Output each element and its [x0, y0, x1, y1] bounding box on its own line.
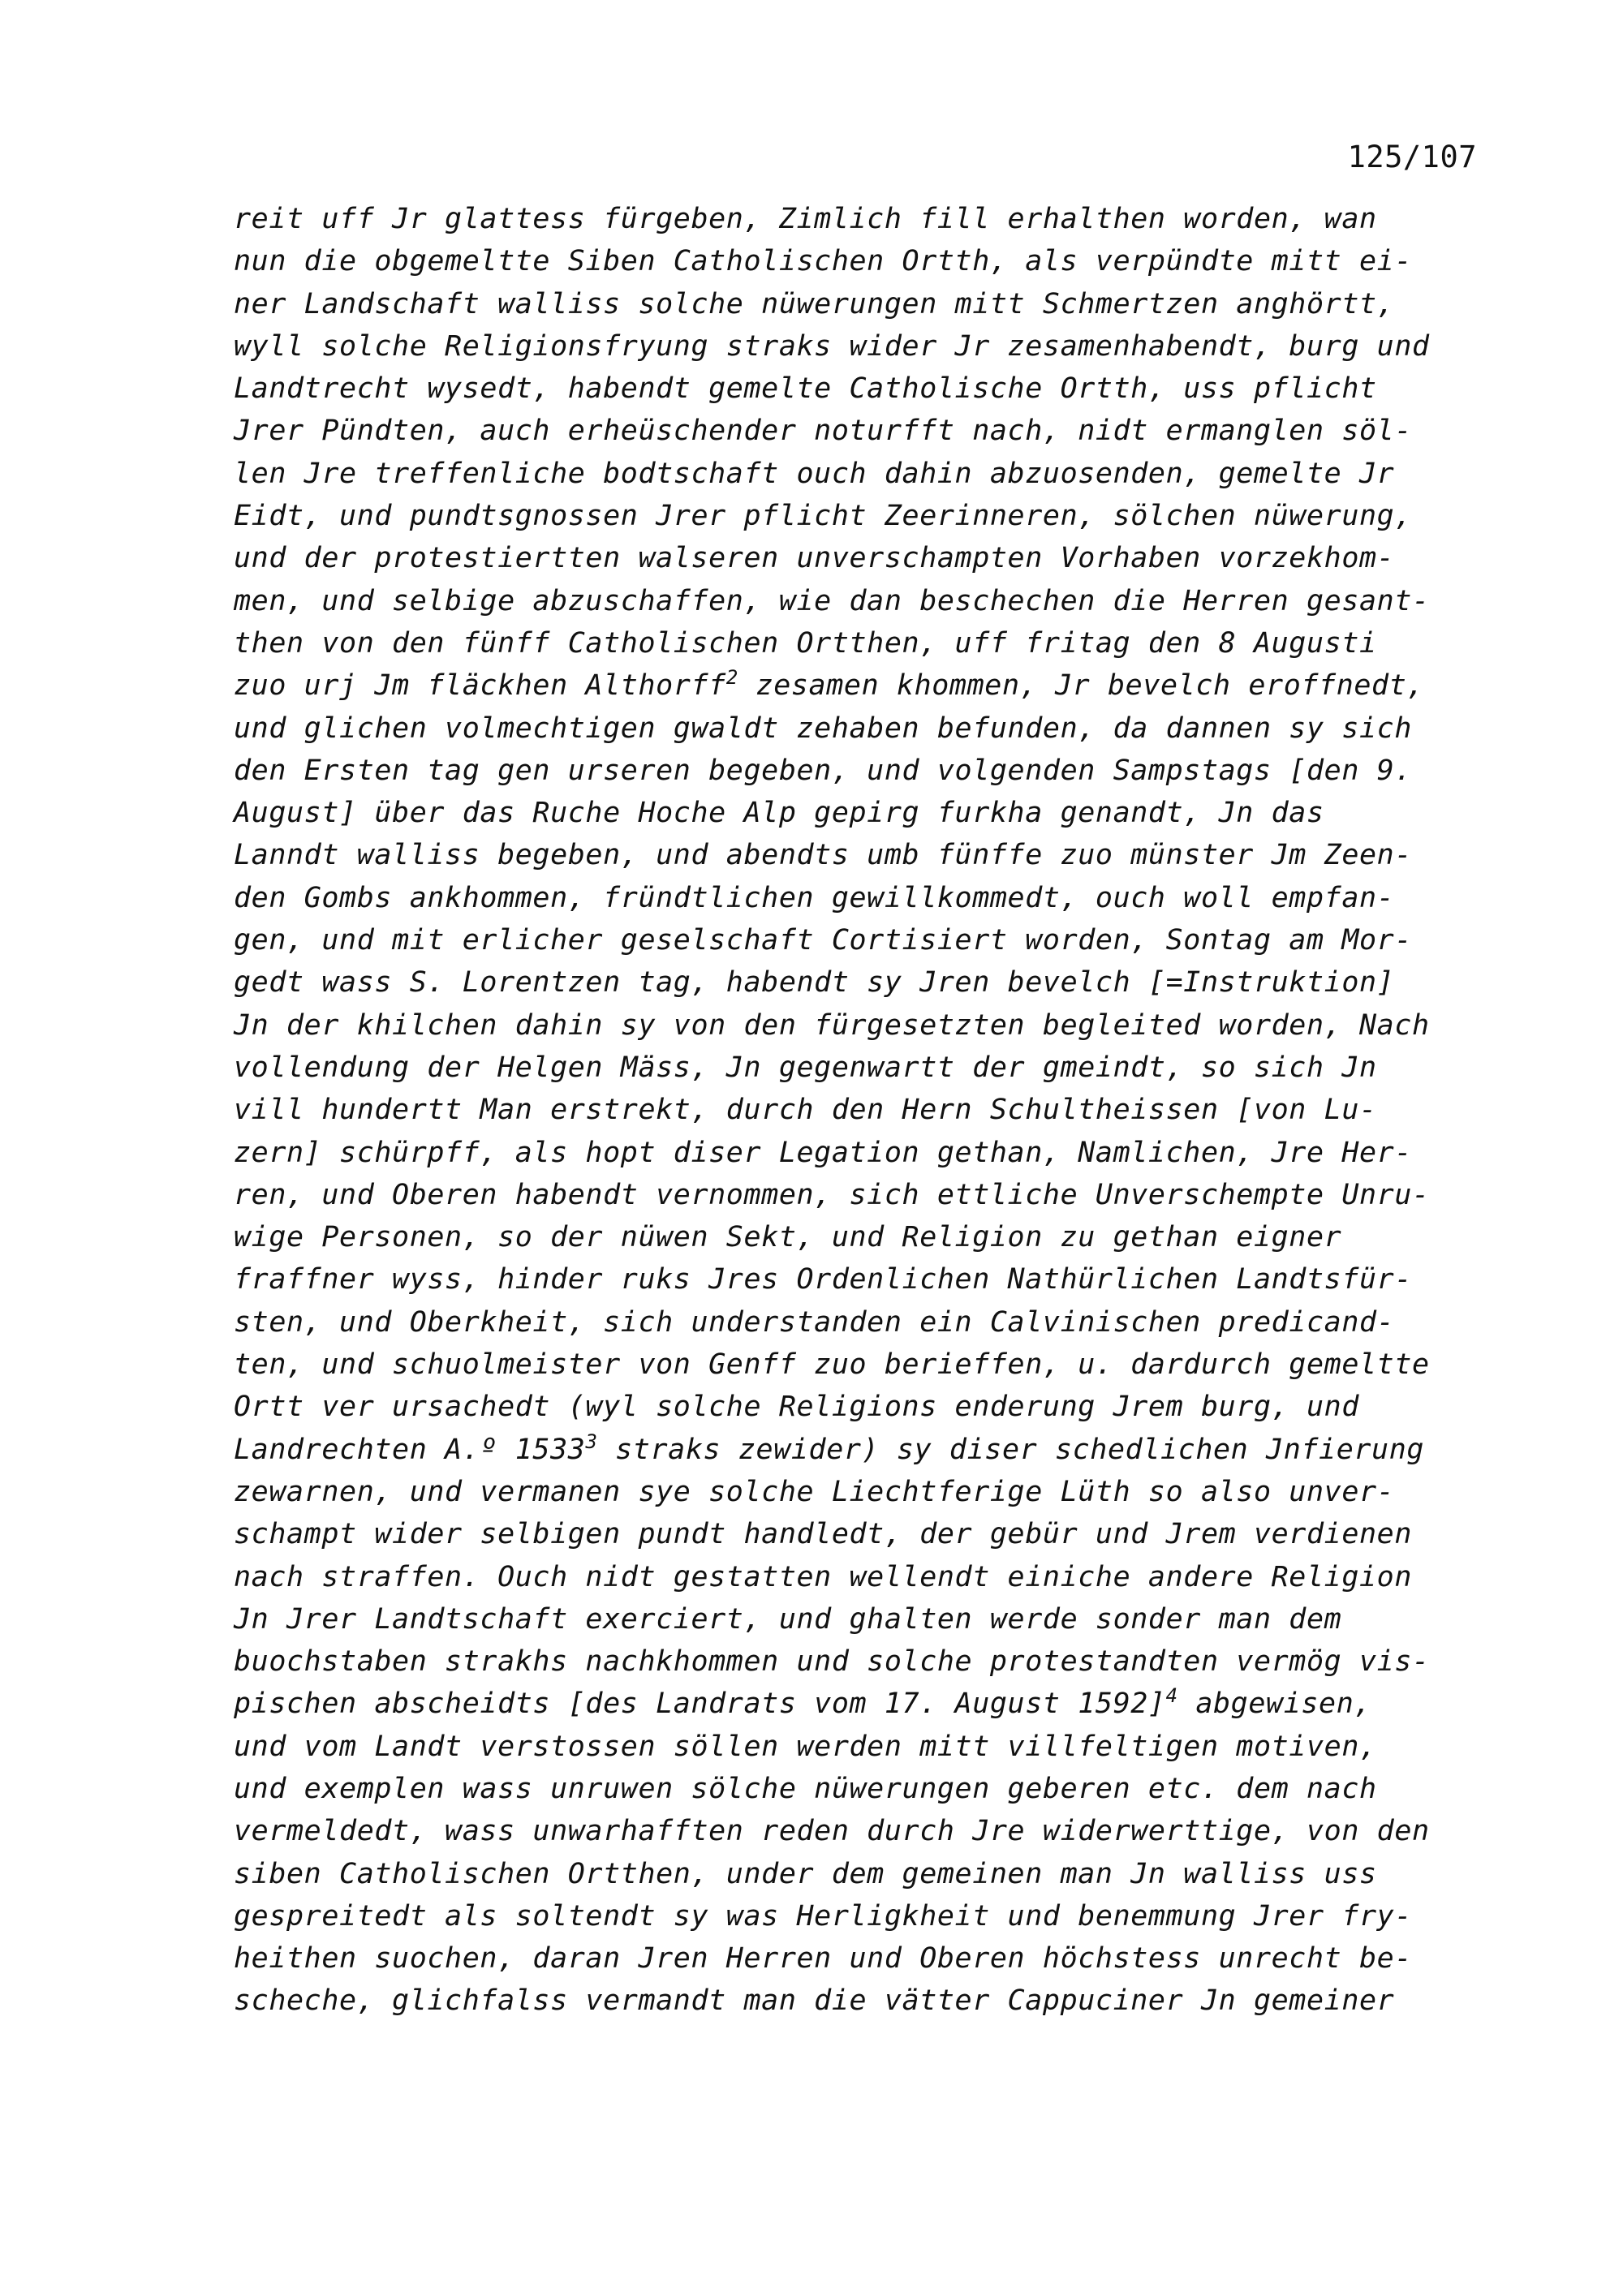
text-line	[234, 707, 1500, 750]
footnote-reference: 2	[725, 666, 738, 690]
text-line	[234, 1216, 1500, 1258]
text-segment: und exemplen wass unruwen sölche nüwerungen geberen etc. dem nach	[234, 1772, 1377, 1805]
text-line	[234, 1174, 1500, 1216]
text-line	[234, 1726, 1500, 1768]
text-line	[234, 877, 1500, 919]
text-line	[234, 1853, 1500, 1895]
text-line	[234, 1258, 1500, 1301]
text-line	[234, 1132, 1500, 1174]
text-segment: Jn Jrer Landtschaft exerciert, und ghalten werde sonder man dem	[234, 1602, 1342, 1636]
text-segment: nach straffen. Ouch nidt gestatten wellendt einiche andere Religion	[234, 1560, 1413, 1593]
text-segment: len Jre treffenliche bodtschaft ouch dahin abzuosenden, gemelte Jr	[234, 457, 1395, 490]
text-line	[234, 580, 1500, 622]
text-segment: zewarnen, und vermanen sye solche Liechtferige Lüth so also unver-	[234, 1475, 1395, 1508]
text-line	[234, 410, 1500, 452]
text-line	[234, 1004, 1500, 1047]
text-line	[234, 1301, 1500, 1344]
body-text	[234, 198, 1500, 2023]
text-segment: gedt wass S. Lorentzen tag, habendt sy Jren bevelch [=Instruktion]	[234, 966, 1395, 1000]
text-segment: schampt wider selbigen pundt handledt, der gebür und Jrem verdienen	[234, 1518, 1413, 1551]
text-line	[234, 1429, 1500, 1471]
text-segment: Landtrecht wysedt, habendt gemelte Catholische Ortth, uss pflicht	[234, 372, 1377, 406]
text-line	[234, 1598, 1500, 1640]
text-line	[234, 1937, 1500, 1980]
text-segment: vill hundertt Man erstrekt, durch den Hern Schultheissen [von Lu-	[234, 1094, 1377, 1127]
text-segment: pischen abscheidts [des Landrats vom 17. August 1592]	[234, 1688, 1166, 1721]
page-number: 125/107	[1347, 140, 1477, 174]
footnote-reference: 4	[1165, 1684, 1178, 1708]
text-segment: nun die obgemeltte Siben Catholischen Ortth, als verpündte mitt ei-	[234, 245, 1413, 278]
text-segment: ner Landschaft walliss solche nüwerungen mitt Schmertzen anghörtt,	[234, 287, 1395, 320]
text-line	[234, 1556, 1500, 1598]
footnote-reference: 3	[585, 1430, 598, 1453]
text-line	[234, 1386, 1500, 1428]
text-segment: und glichen volmechtigen gwaldt zehaben befunden, da dannen sy sich	[234, 712, 1413, 745]
text-line	[234, 622, 1500, 664]
text-line	[234, 834, 1500, 876]
text-segment: wyll solche Religionsfryung straks wider Jr zesamenhabendt, burg und	[234, 329, 1430, 363]
text-line	[234, 325, 1500, 368]
text-line	[234, 283, 1500, 325]
text-line	[234, 1980, 1500, 2022]
text-line	[234, 961, 1500, 1004]
text-segment: buochstaben strakhs nachkhommen und solche protestandten vermög vis-	[234, 1645, 1430, 1679]
text-line	[234, 1471, 1500, 1513]
text-line	[234, 495, 1500, 537]
text-segment: August] über das Ruche Hoche Alp gepirg furkha genandt, Jn das	[234, 797, 1324, 830]
text-line	[234, 750, 1500, 792]
text-segment: reit uff Jr glattess fürgeben, Zimlich fill erhalthen worden, wan	[234, 203, 1377, 235]
text-segment: Eidt, und pundtsgnossen Jrer pflicht Zeerinneren, sölchen nüwerung,	[234, 500, 1413, 533]
text-segment: gen, und mit erlicher geselschaft Cortisiert worden, Sontag am Mor-	[234, 924, 1413, 957]
text-segment: und vom Landt verstossen söllen werden mitt villfeltigen motiven,	[234, 1730, 1377, 1763]
text-line	[234, 1513, 1500, 1555]
text-line	[234, 368, 1500, 410]
text-segment: zern] schürpff, als hopt diser Legation gethan, Namlichen, Jre Her-	[234, 1136, 1413, 1169]
text-line	[234, 198, 1500, 240]
text-segment: abgewisen,	[1177, 1688, 1372, 1721]
text-segment: Jn der khilchen dahin sy von den fürgesetzten begleited worden, Nach	[234, 1008, 1430, 1042]
text-segment: ten, und schuolmeister von Genff zuo berieffen, u. dardurch gemeltte	[234, 1348, 1430, 1382]
text-line	[234, 1810, 1500, 1852]
text-segment: Landrechten A.º 1533	[234, 1433, 586, 1466]
text-line	[234, 240, 1500, 282]
text-line	[234, 1089, 1500, 1131]
text-line	[234, 1047, 1500, 1089]
text-segment: zuo urj Jm fläckhen Althorff	[234, 669, 726, 703]
text-segment: wige Personen, so der nüwen Sekt, und Religion zu gethan eigner	[234, 1221, 1342, 1254]
text-line	[234, 792, 1500, 834]
text-segment: siben Catholischen Ortthen, under dem gemeinen man Jn walliss uss	[234, 1857, 1377, 1890]
text-line	[234, 664, 1500, 707]
text-line	[234, 453, 1500, 495]
text-segment: heithen suochen, daran Jren Herren und Oberen höchstess unrecht be-	[234, 1942, 1413, 1976]
text-segment: und der protestiertten walseren unverschampten Vorhaben vorzekhom-	[234, 542, 1395, 575]
text-segment: scheche, glichfalss vermandt man die vätter Cappuciner Jn gemeiner	[234, 1984, 1395, 2018]
text-line	[234, 919, 1500, 961]
text-segment: Jrer Pündten, auch erheüschender noturfft nach, nidt ermanglen söl-	[234, 415, 1413, 448]
text-segment: then von den fünff Catholischen Ortthen, uff fritag den 8 Augusti	[234, 626, 1377, 660]
text-line	[234, 1683, 1500, 1725]
text-segment: men, und selbige abzuschaffen, wie dan beschechen die Herren gesant-	[234, 584, 1430, 617]
text-segment: ren, und Oberen habendt vernommen, sich ettliche Unverschempte Unru-	[234, 1178, 1430, 1211]
text-line	[234, 1640, 1500, 1683]
text-line	[234, 1768, 1500, 1810]
text-segment: Lanndt walliss begeben, und abendts umb fünffe zuo münster Jm Zeen-	[234, 839, 1413, 872]
text-segment: den Ersten tag gen urseren begeben, und volgenden Sampstags [den 9.	[234, 754, 1413, 787]
text-line	[234, 1895, 1500, 1937]
text-segment: sten, und Oberkheit, sich understanden ein Calvinischen predicand-	[234, 1305, 1395, 1339]
text-line	[234, 537, 1500, 579]
text-segment: straks zewider) sy diser schedlichen Jnfierung	[597, 1433, 1425, 1466]
text-segment: den Gombs ankhommen, fründtlichen gewillkommedt, ouch woll empfan-	[234, 881, 1395, 914]
text-segment: zesamen khommen, Jr bevelch eroffnedt,	[738, 669, 1425, 703]
text-segment: Ortt ver ursachedt (wyl solche Religions enderung Jrem burg, und	[234, 1391, 1359, 1424]
text-line	[234, 1344, 1500, 1386]
text-segment: fraffner wyss, hinder ruks Jres Ordenlichen Nathürlichen Landtsfür-	[234, 1263, 1413, 1296]
text-segment: vollendung der Helgen Mäss, Jn gegenwartt der gmeindt, so sich Jn	[234, 1051, 1377, 1084]
text-segment: gespreitedt als soltendt sy was Herligkheit und benemmung Jrer fry-	[234, 1899, 1413, 1933]
text-segment: vermeldedt, wass unwarhafften reden durch Jre widerwerttige, von den	[234, 1815, 1430, 1848]
